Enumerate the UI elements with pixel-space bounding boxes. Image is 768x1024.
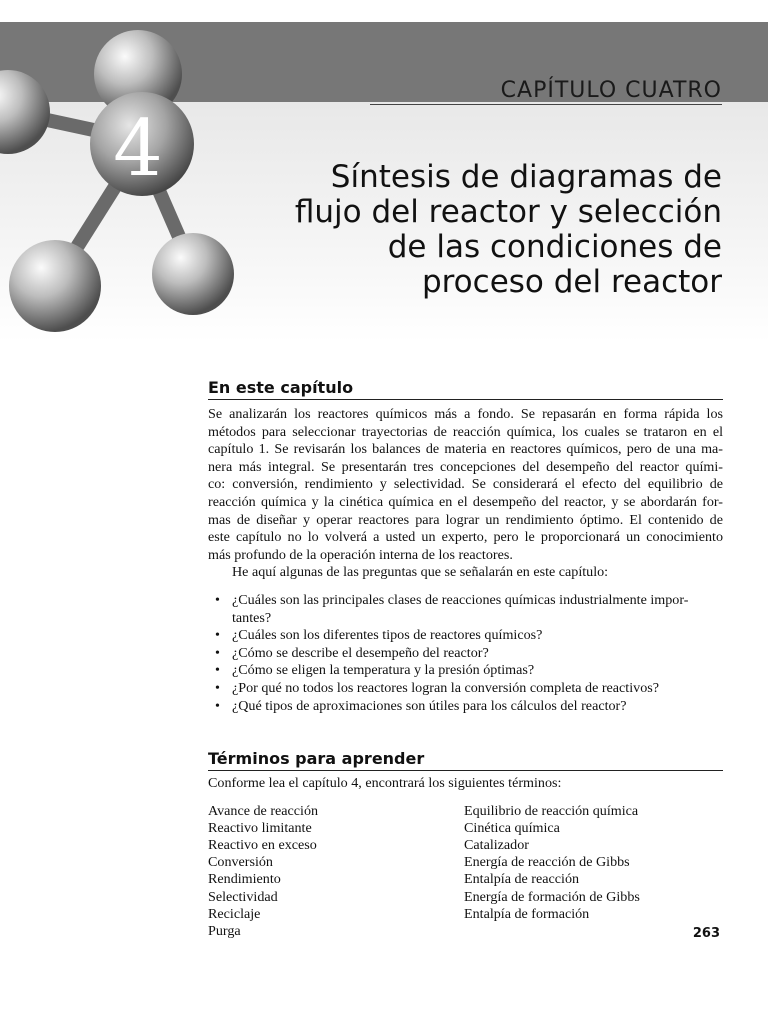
term: Avance de reacción (208, 802, 319, 819)
sphere-bottom-left (9, 240, 101, 332)
term: Conversión (208, 854, 273, 871)
chapter-label: CAPÍTULO CUATRO (500, 78, 722, 103)
list-item: • ¿Cómo se describe el desempeño del reactor? (208, 645, 723, 663)
term: Reactivo limitante (208, 819, 312, 836)
term: Reactivo en exceso (208, 837, 317, 853)
terms-column-2 (464, 803, 723, 941)
terms-columns (208, 803, 723, 941)
paragraph-line: mas de diseñar y operar reactores para lograr un rendimiento óptimo. El contenido de (208, 511, 723, 528)
section-heading: En este capítulo (208, 378, 723, 400)
paragraph-line: Se analizarán los reactores químicos más a fondo. Se repasarán en forma rápida los (208, 406, 723, 422)
term: Rendimiento (208, 871, 281, 888)
header-rule (370, 104, 722, 105)
term: Equilibrio de reacción química (464, 802, 639, 819)
paragraph-line: más profundo de la operación interna de los reactores. (208, 546, 513, 563)
section-heading: Términos para aprender (208, 749, 723, 771)
question-text: ¿Cuáles son las principales clases de reacciones químicas industrialmente impor- (232, 591, 689, 608)
term: Energía de reacción de Gibbs (464, 854, 630, 871)
title-line: de las condiciones de (387, 229, 722, 265)
list-item: • ¿Cuáles son los diferentes tipos de reactores químicos? (208, 627, 723, 645)
paragraph-line: reacción química y la cinética química en el desempeño del reactor, y se abordarán for- (208, 493, 723, 510)
term: Energía de formación de Gibbs (464, 888, 640, 905)
paragraph-line: nera más integral. Se presentarán tres concepciones del desempeño del reactor quími- (208, 458, 723, 475)
question-text: tantes? (232, 609, 272, 626)
term: Purga (208, 923, 241, 940)
term: Entalpía de reacción (464, 871, 580, 888)
term: Reciclaje (208, 905, 261, 922)
term: Selectividad (208, 888, 278, 905)
terms-section (208, 749, 723, 940)
title-line: proceso del reactor (421, 264, 722, 300)
paragraph-line: métodos para seleccionar trayectorias de reacción química, los cuales se trataron en el (208, 423, 723, 440)
term: Entalpía de formación (464, 905, 590, 922)
term: Catalizador (464, 837, 529, 853)
list-item: • ¿Por qué no todos los reactores logran la conversión completa de reactivos? (208, 680, 723, 698)
chapter-number: 4 (113, 104, 163, 194)
terms-intro: Conforme lea el capítulo 4, encontrará los siguientes términos: (208, 775, 562, 791)
paragraph-line: co: conversión, rendimiento y selectividad. Se considerará el efecto del equilibrio de (208, 476, 723, 493)
paragraph-line: este capítulo no lo volverá a usted un experto, pero le proporcionará un conocimiento (208, 529, 723, 546)
page-number: 263 (692, 926, 720, 941)
questions-list (208, 592, 723, 715)
term: Cinética química (464, 819, 560, 836)
questions-lead-in: He aquí algunas de las preguntas que se señalarán en este capítulo: (232, 564, 609, 581)
intro-paragraph (208, 406, 723, 564)
sphere-left (0, 70, 50, 154)
chapter-title (252, 160, 722, 300)
paragraph-line: capítulo 1. Se revisarán los balances de materia en reactores químicos, pero de una ma- (208, 441, 723, 458)
list-item: • ¿Qué tipos de aproximaciones son útiles para los cálculos del reactor? (208, 698, 723, 716)
terms-column-1 (208, 803, 464, 941)
intro-section (208, 378, 723, 715)
list-item: • ¿Cómo se eligen la temperatura y la presión óptimas? (208, 662, 723, 680)
sphere-bottom-right (152, 233, 234, 315)
title-line: flujo del reactor y selección (294, 194, 722, 230)
title-line: Síntesis de diagramas de (330, 159, 722, 195)
list-item (208, 592, 723, 627)
